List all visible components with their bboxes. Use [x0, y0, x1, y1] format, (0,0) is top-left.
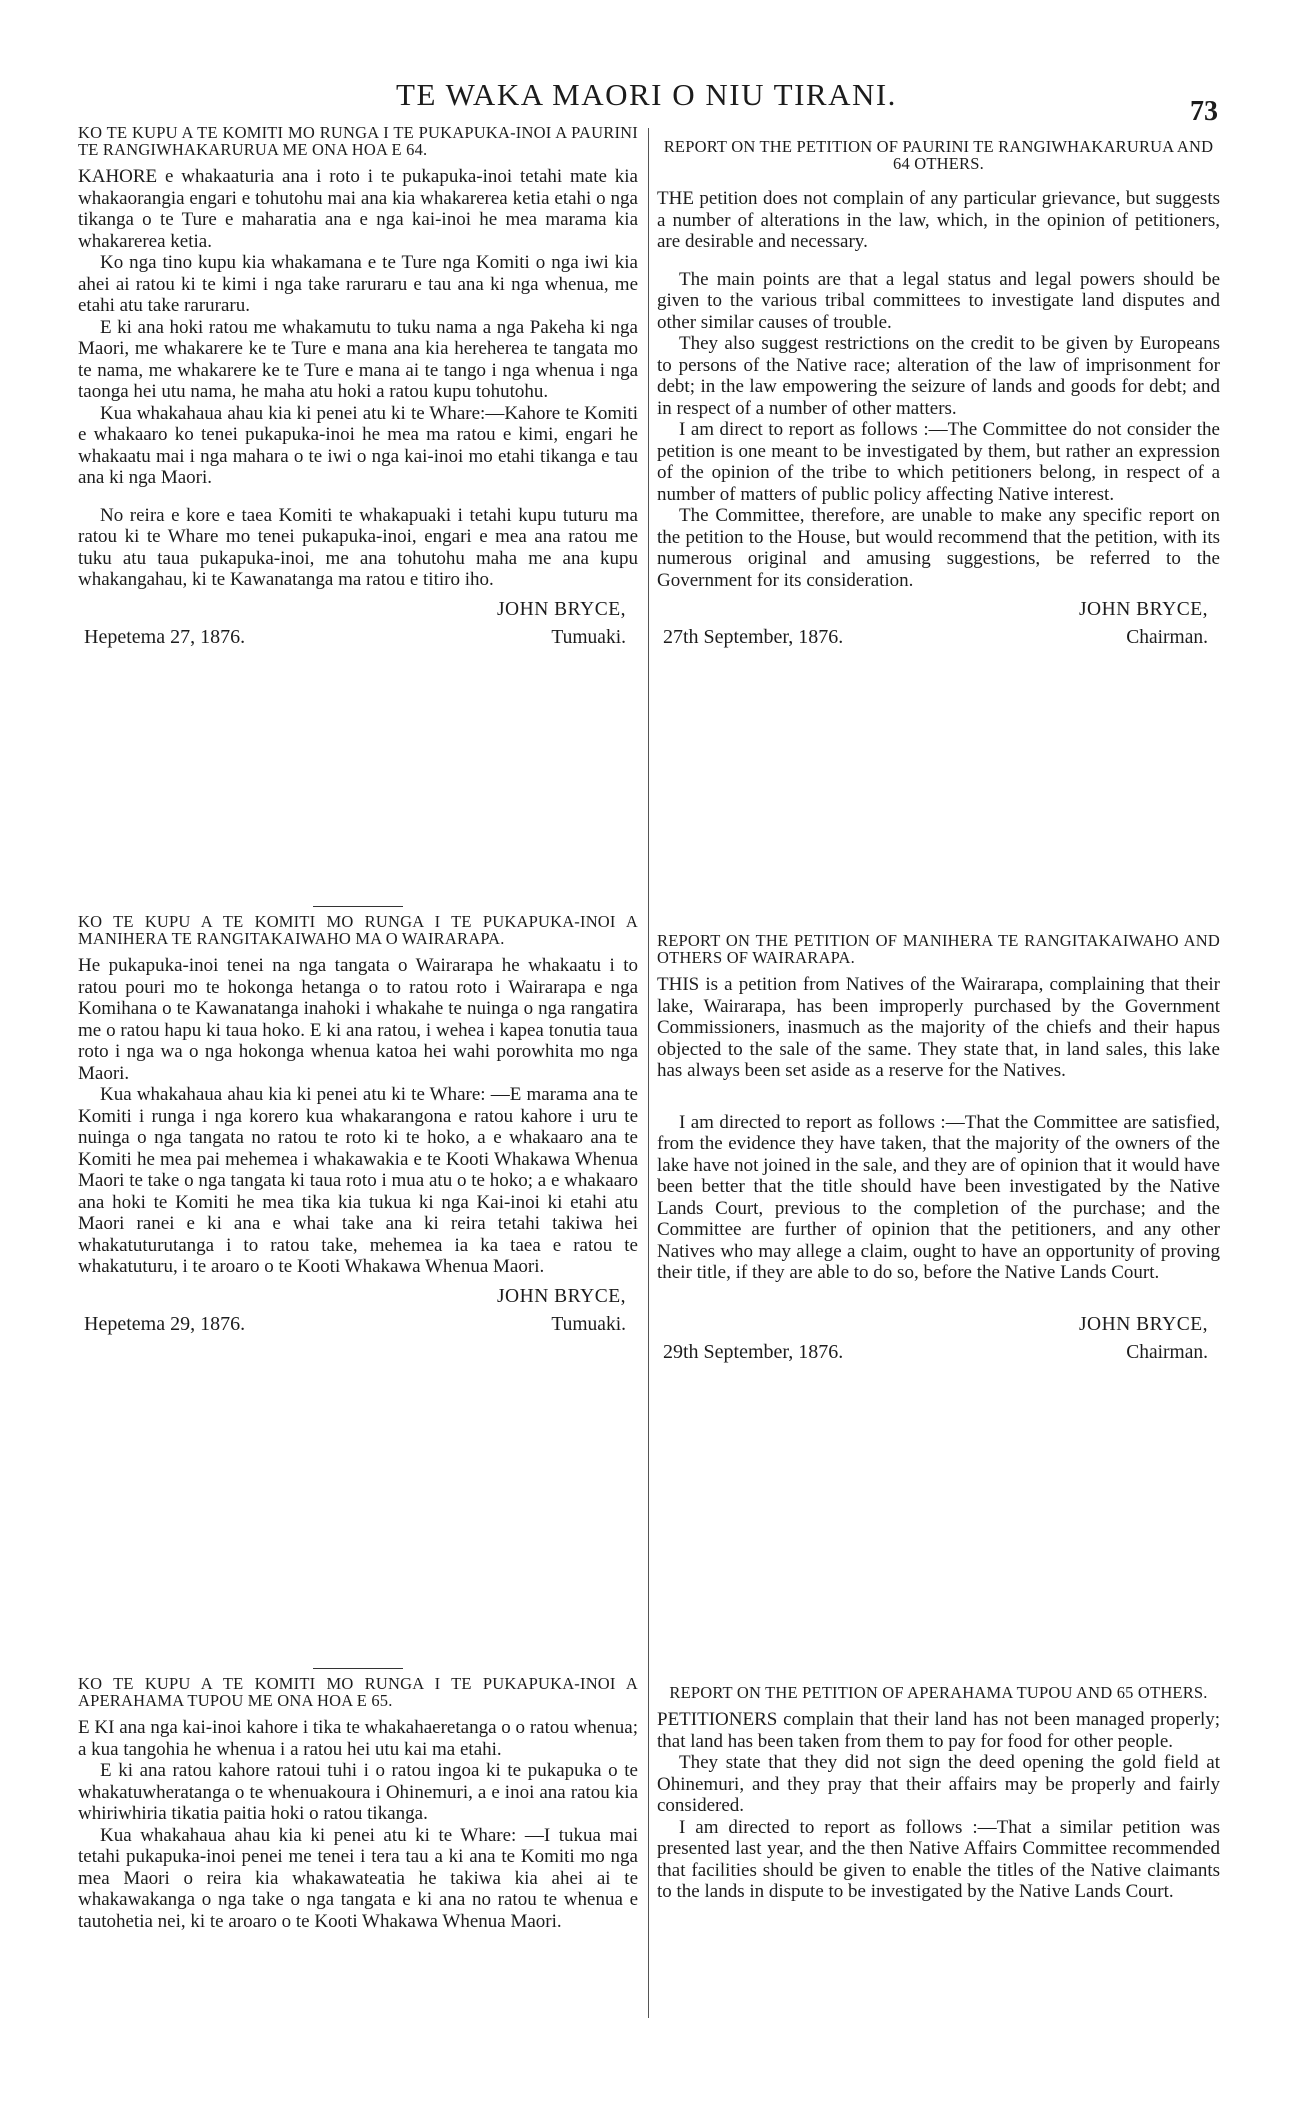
right-article-1	[657, 138, 1220, 894]
article-paragraph: E ki ana ratou kahore ratoui tuhi i o ratou ingoa ki te pukapuka o te whakatuwheratanga o te whenuakoura i Ohinemuri, a e inoi ana ratou kia whiriwhiria tikatia paitia hoki o ratou tikanga.	[78, 1760, 638, 1824]
article-paragraph: Kua whakahaua ahau kia ki penei atu ki te Whare:—Kahore te Komiti e whakaaro ko tenei pukapuka-inoi he mea ma ratou e kimi, engari he whakaatu mai i nga mahara o te iwi o nga kai-inoi mo etahi tikanga e tau ana ki nga Maori.	[78, 402, 638, 488]
signatory-name: JOHN BRYCE,	[1078, 1313, 1208, 1335]
signature-block	[657, 599, 1220, 657]
signature-date: Hepetema 27, 1876.	[84, 625, 246, 648]
article-paragraph: I am directed to report as follows :—That the Committee are satisfied, from the evidence they have taken, that the majority of the owners of the lake have not joined in the sale, and they are of opinion that it would have been better that the title should have been investigated by the Native Lands Court, previous to the completion of the purchase; and the Committee are further of opinion that the petitioners, and any other Natives who may allege a claim, ought to have an opportunity of proving their title, if they are able to do so, before the Native Lands Court.	[657, 1111, 1220, 1283]
signature-block	[78, 599, 638, 657]
right-article-3	[657, 1684, 1220, 2058]
article-paragraph: Ko nga tino kupu kia whakamana e te Ture nga Komiti o nga iwi kia ahei ai ratou ki te kimi i nga take raruraru e tau ana ki nga whenua, me etahi atu take raruraru.	[78, 252, 638, 316]
article-paragraph: I am directed to report as follows :—That a similar petition was presented last year, and the then Native Affairs Committee recommended that facilities should be given to enable the titles of the Native claimants to the lands in dispute to be investigated by the Native Lands Court.	[657, 1816, 1220, 1902]
left-article-1	[78, 124, 638, 894]
left-article-3	[78, 1668, 638, 2058]
article-paragraph: KAHORE e whakaaturia ana i roto i te pukapuka-inoi tetahi mate kia whakaorangia engari e tohutohu mai ana kia whakarerea ketia etahi o nga tikanga o te Ture e maharatia ana e nga kai-inoi he mea marama kia whakarerea ketia.	[78, 166, 638, 252]
section-rule	[313, 1668, 403, 1669]
article-heading: REPORT ON THE PETITION OF APERAHAMA TUPOU AND 65 OTHERS.	[669, 1684, 1208, 1702]
article-paragraph: No reira e kore e taea Komiti te whakapuaki i tetahi kupu tuturu ma ratou ki te Whare mo tenei pukapuka-inoi, engari e mea ana ratou me tuku atu taua pukapuka-inoi, me ana tohutohu maha me ana kupu whakangahau, ki te Kawanatanga ma ratou e titiro iho.	[78, 504, 638, 590]
article-paragraph: PETITIONERS complain that their land has not been managed properly; that land has been taken from them to pay for food for other people.	[657, 1709, 1220, 1752]
signature-block	[78, 1286, 638, 1344]
signatory-name: JOHN BRYCE,	[496, 598, 626, 620]
signatory-role: Chairman.	[1126, 1341, 1208, 1363]
article-paragraph: Kua whakahaua ahau kia ki penei atu ki te Whare: —I tukua mai tetahi pukapuka-inoi penei me tenei i tera tau a ki ana te Komiti mo nga mea Maori o reira kia whakawateatia he takiwa kia ahei ai te whakawakanga o nga take o nga tangata e ki ana no ratou te whenua e tautohetia nei, ki te aroaro o te Kooti Whakawa Whenua Maori.	[78, 1824, 638, 1932]
signatory-name: JOHN BRYCE,	[1078, 599, 1208, 620]
signature-date: 29th September, 1876.	[663, 1340, 844, 1363]
article-paragraph: Kua whakahaua ahau kia ki penei atu ki te Whare: —E marama ana te Komiti i runga i nga korero kua whakarangona e ratou kahore i uru te nuinga o nga tangata no ratou te roto ki te hoko, a e whakaaro ana te Komiti he mea pai mehemea i whakawakia e te Kooti Whakawa Whenua Maori te take o nga tangata ki taua roto i mua atu o te hoko; a e whakaaro ana hoki te Komiti he mea tika kia tukua ki nga Kai-inoi ki etahi atu Maori ranei e ki ana e whai take ana ki reira tetahi takiwa hei whakatuturutanga i to ratou take, mehemea ia ka taea e ratou te whakatuturu, i te aroaro o te Kooti Whakawa Whenua Maori.	[78, 1084, 638, 1277]
article-heading: REPORT ON THE PETITION OF PAURINI TE RANGIWHAKARURUA AND 64 OTHERS.	[663, 138, 1214, 173]
article-heading: KO TE KUPU A TE KOMITI MO RUNGA I TE PUKAPUKA-INOI A MANIHERA TE RANGITAKAIWAHO MA O WAIRARAPA.	[78, 912, 638, 948]
article-paragraph: The Committee, therefore, are unable to make any specific report on the petition to the House, but would recommend that the petition, with its numerous original and amusing suggestions, be referred to the Government for its consideration.	[657, 505, 1220, 591]
article-paragraph: THIS is a petition from Natives of the Wairarapa, complaining that their lake, Wairarapa, has been improperly purchased by the Government Commissioners, inasmuch as the majority of the chiefs and their hapus objected to the sale of the same. They state that, in land sales, this lake has always been set aside as a reserve for the Natives.	[657, 974, 1220, 1081]
signatory-role: Chairman.	[1126, 627, 1208, 648]
signatory-role: Tumuaki.	[551, 1313, 626, 1335]
signatory-name: JOHN BRYCE,	[496, 1285, 626, 1307]
right-article-2	[657, 932, 1220, 1672]
page-header: TE WAKA MAORI O NIU TIRANI.	[396, 77, 897, 112]
left-column	[78, 124, 638, 2058]
left-article-2	[78, 906, 638, 1658]
column-divider	[648, 128, 649, 2018]
article-paragraph: I am direct to report as follows :—The Committee do not consider the petition is one meant to be investigated by them, but rather an expression of the opinion of the tribe to which petitioners belong, in respect of a number of matters of public policy affecting Native interest.	[657, 419, 1220, 505]
article-heading: REPORT ON THE PETITION OF MANIHERA TE RANGITAKAIWAHO AND OTHERS OF WAIRARAPA.	[657, 932, 1220, 967]
page-number: 73	[1190, 96, 1218, 127]
section-rule	[313, 906, 403, 907]
article-heading: KO TE KUPU A TE KOMITI MO RUNGA I TE PUKAPUKA-INOI A APERAHAMA TUPOU ME ONA HOA E 65.	[78, 1674, 638, 1710]
signature-block	[657, 1314, 1220, 1372]
article-paragraph: E KI ana nga kai-inoi kahore i tika te whakahaeretanga o o ratou whenua; a kua tangohia he whenua i a ratou hei utu kai ma etahi.	[78, 1717, 638, 1760]
article-paragraph: They state that they did not sign the deed opening the gold field at Ohinemuri, and they pray that their affairs may be properly and fairly considered.	[657, 1752, 1220, 1816]
right-column	[657, 124, 1220, 2058]
article-paragraph: They also suggest restrictions on the credit to be given by Europeans to persons of the Native race; alteration of the law of imprisonment for debt; in the law empowering the seizure of lands and goods for debt; and in respect of a number of other matters.	[657, 333, 1220, 419]
article-paragraph: THE petition does not complain of any particular grievance, but suggests a number of alterations in the law, which, in the opinion of petitioners, are desirable and necessary.	[657, 188, 1220, 252]
signature-date: Hepetema 29, 1876.	[84, 1312, 246, 1335]
article-paragraph: E ki ana hoki ratou me whakamutu to tuku nama a nga Pakeha ki nga Maori, me whakarere ke te Ture e mana ana kia hereherea te tangata mo te nama, me whakarere ke te Ture e mana ai te tango i nga whenua i nga taonga hei utu nama, he maha atu hoki a ratou kupu tohutohu.	[78, 316, 638, 402]
article-paragraph: The main points are that a legal status and legal powers should be given to the various tribal committees to investigate land disputes and other similar causes of trouble.	[657, 268, 1220, 333]
signature-date: 27th September, 1876.	[663, 626, 844, 648]
signatory-role: Tumuaki.	[551, 626, 626, 648]
article-paragraph: He pukapuka-inoi tenei na nga tangata o Wairarapa he whakaatu i to ratou pouri mo te hokonga hetanga o to ratou roto i Wairarapa e nga Komihana o te Kawanatanga inahoki i whakahe te nuinga o nga rangatira me o ratou hapu ki taua hoko. E ki ana ratou, i wehea i kapea tonutia taua roto i nga wa o nga hokonga whenua katoa hei wahi porowhita mo nga Maori.	[78, 955, 638, 1084]
article-heading: KO TE KUPU A TE KOMITI MO RUNGA I TE PUKAPUKA-INOI A PAURINI TE RANGIWHAKARURUA ME ONA HOA E 64.	[78, 124, 638, 159]
